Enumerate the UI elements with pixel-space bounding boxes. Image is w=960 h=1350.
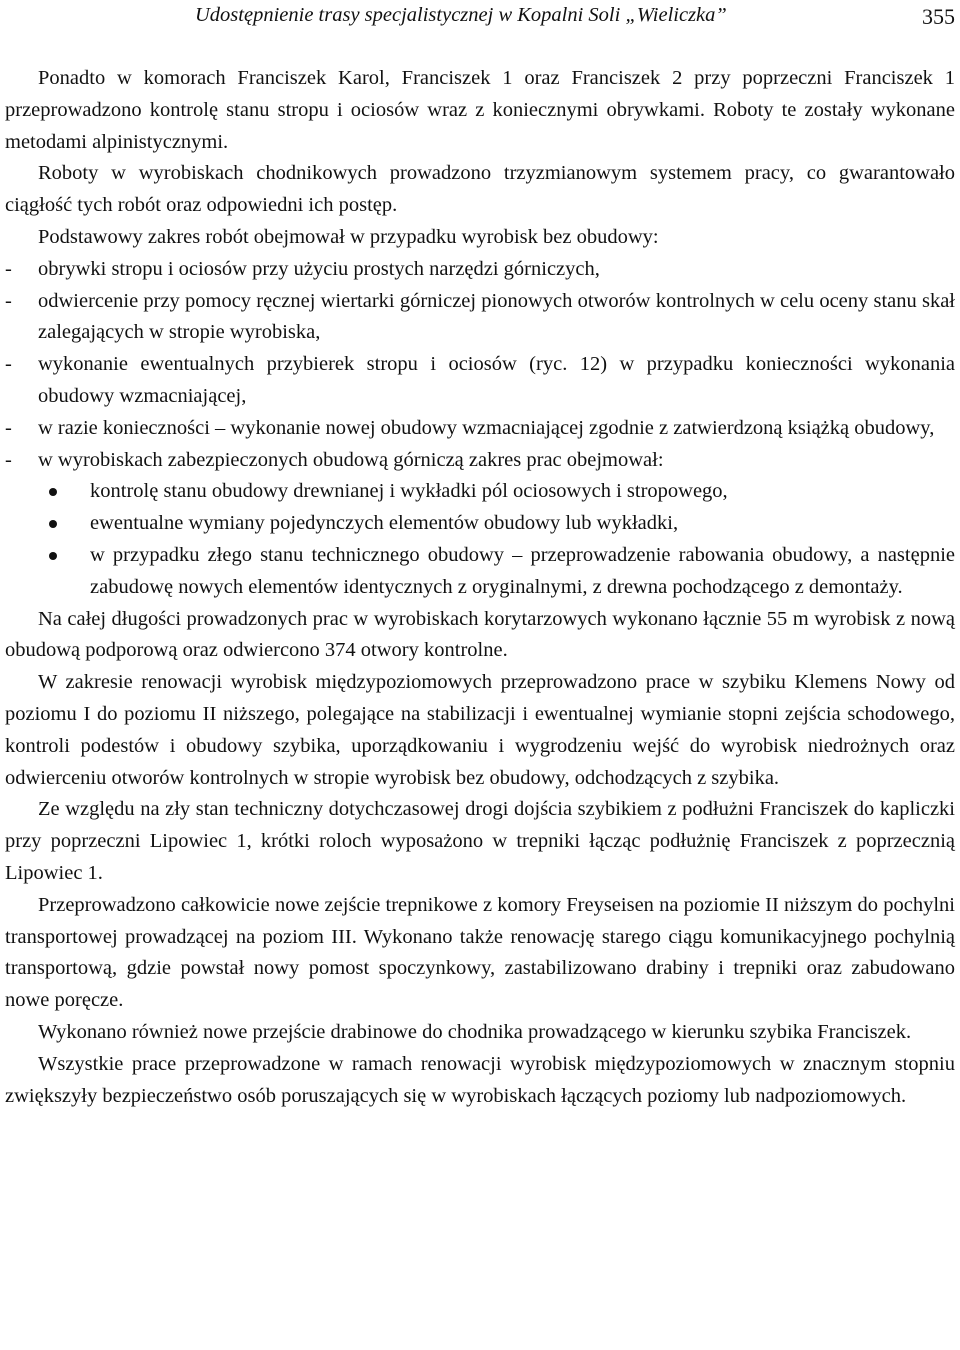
paragraph-roloch: Ze względu na zły stan techniczny dotychczasowej drogi dojścia szybikiem z podłużni Franciszek do kapliczki przy poprzeczni Lipowiec 1, krótki roloch wyposażono w trepniki łącząc podłużnię Franciszek z poprzecznią Lipowiec 1. (5, 798, 955, 884)
dash-marker: - (5, 416, 12, 439)
bullet-list (5, 476, 955, 603)
dash-item-text: wykonanie ewentualnych przybierek stropu i ociosów (ryc. 12) w przypadku konieczności wykonania obudowy wzmacniającej, (38, 353, 955, 407)
dash-list (5, 254, 955, 477)
dash-marker: - (5, 289, 12, 312)
paragraph-shift-system: Roboty w wyrobiskach chodnikowych prowadzono trzyzmianowym systemem pracy, co gwarantowało ciągłość tych robót oraz odpowiedni ich postęp. (5, 162, 955, 217)
paragraph-totals: Na całej długości prowadzonych prac w wyrobiskach korytarzowych wykonano łącznie 55 m wyrobisk z nową obudową podporową oraz odwiercono 374 otwory kontrolne. (5, 607, 955, 662)
dash-marker: - (5, 448, 12, 471)
paragraph-freyseisen: Przeprowadzono całkowicie nowe zejście trepnikowe z komory Freyseisen na poziomie II niższym do pochylni transportowej prowadzącej na poziom III. Wykonano także renowację starego ciągu komunikacyjnego pochylnią transportową, gdzie powstał nowy pomost spoczynkowy, zastabilizowano drabiny i trepniki oraz zabudowano nowe poręcze. (5, 893, 955, 1012)
bullet-dot-icon (49, 520, 57, 528)
dash-list-item (5, 254, 955, 286)
page-header (195, 4, 955, 32)
bullet-dot-icon (49, 488, 57, 496)
running-title: Udostępnienie trasy specjalistycznej w Kopalni Soli „Wieliczka” (195, 4, 727, 26)
bullet-item-text: ewentualne wymiany pojedynczych elementów obudowy lub wykładki, (90, 512, 679, 535)
dash-list-item (5, 349, 955, 413)
bullet-list-item (5, 508, 955, 540)
bullet-item-text: kontrolę stanu obudowy drewnianej i wykładki pól ociosowych i stropowego, (90, 480, 728, 503)
paragraph-scope-intro: Podstawowy zakres robót obejmował w przypadku wyrobisk bez obudowy: (38, 225, 659, 248)
dash-marker: - (5, 257, 12, 280)
paragraph-klemens-shaft: W zakresie renowacji wyrobisk międzypoziomowych przeprowadzono prace w szybiku Klemens Nowy od poziomu I do poziomu II niższego, polegające na stabilizacji i ewentualnej wymianie stopni zejścia schodowego, kontroli podestów i obudowy szybika, uporządkowaniu i wygrodzeniu wejść do wyrobisk niedrożnych oraz odwierceniu otworów kontrolnych w stropie wyrobisk bez obudowy, odchodzących z szybika. (5, 671, 955, 789)
dash-list-item (5, 413, 955, 445)
dash-item-text: w wyrobiskach zabezpieczonych obudową górniczą zakres prac obejmował: (38, 448, 664, 471)
dash-marker: - (5, 353, 12, 376)
paragraph-inspection: Ponadto w komorach Franciszek Karol, Franciszek 1 oraz Franciszek 2 przy poprzeczni Franciszek 1 przeprowadzono kontrolę stanu stropu i ociosów wraz z koniecznymi obrywkami. Roboty te zostały wykonane metodami alpinistycznymi. (5, 67, 955, 153)
bullet-dot-icon (49, 552, 57, 560)
bullet-list-item (5, 476, 955, 508)
bullet-item-text: w przypadku złego stanu technicznego obudowy – przeprowadzenie rabowania obudowy, a następnie zabudowę nowych elementów identycznych z oryginalnymi, z drewna pochodzącego z demontaży. (90, 543, 955, 598)
paragraph-safety-summary: Wszystkie prace przeprowadzone w ramach renowacji wyrobisk międzypoziomowych w znacznym stopniu zwiększyły bezpieczeństwo osób poruszających się w wyrobiskach łączących poziomy lub nadpoziomowych. (5, 1052, 955, 1107)
bullet-list-item (5, 540, 955, 604)
dash-item-text: obrywki stropu i ociosów przy użyciu prostych narzędzi górniczych, (38, 257, 600, 280)
page-body (5, 63, 955, 1112)
page-number: 355 (922, 4, 955, 29)
dash-list-item (5, 445, 955, 477)
dash-item-text: odwiercenie przy pomocy ręcznej wiertarki górniczej pionowych otworów kontrolnych w celu oceny stanu skał zalegających w stropie wyrobiska, (38, 289, 955, 344)
dash-item-text: w razie konieczności – wykonanie nowej obudowy wzmacniającej zgodnie z zatwierdzoną książką obudowy, (38, 416, 935, 439)
dash-list-item (5, 286, 955, 350)
paragraph-ladder-passage: Wykonano również nowe przejście drabinowe do chodnika prowadzącego w kierunku szybika Franciszek. (38, 1020, 912, 1043)
